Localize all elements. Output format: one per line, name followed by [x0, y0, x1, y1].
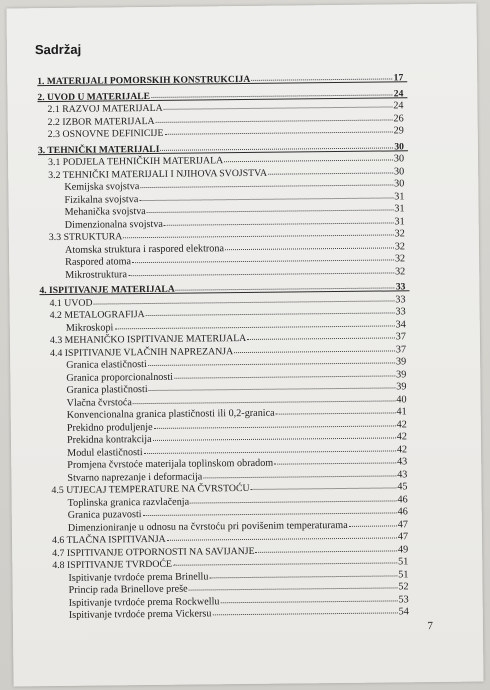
toc-entry-title: Atomska struktura i raspored elektrona	[64, 242, 225, 256]
toc-entry-page: 42	[396, 443, 408, 455]
toc-entry-page: 30	[394, 140, 404, 152]
toc-entry-title: 3.1 PODJELA TEHNIČKIH MATERIJALA	[48, 155, 224, 169]
toc-entry-page: 45	[397, 481, 408, 493]
toc-entry-title: 4.4 ISPITIVANJE VLAČNIH NAPREZANJA	[50, 345, 234, 359]
toc-entry-title: Dimenzionalna svojstva	[64, 218, 163, 231]
toc-entry-title: Modul elastičnosti	[67, 446, 143, 459]
dot-leader	[139, 188, 393, 201]
dot-leader	[152, 428, 395, 441]
toc-entry-title: Granica plastičnosti	[66, 384, 148, 396]
toc-entry-page: 32	[394, 265, 406, 277]
dot-leader	[123, 225, 393, 238]
dot-leader	[156, 110, 393, 122]
toc-entry-title: Ispitivanje tvrdoće prema Rockwellu	[68, 595, 220, 609]
toc-entry-page: 37	[395, 331, 406, 343]
toc-entry-title: 2.1 RAZVOJ MATERIJALA	[47, 102, 163, 116]
toc-entry-title: 3. TEHNIČKI MATERIJALI	[37, 143, 160, 156]
dot-leader	[220, 591, 397, 603]
dot-leader	[144, 441, 396, 454]
toc-entry-page: 33	[395, 281, 406, 293]
toc-entry-title: Toplinska granica razvlačenja	[67, 496, 190, 509]
dot-leader	[132, 250, 394, 263]
dot-leader	[224, 150, 393, 162]
toc-entry-title: 4.6 TLAČNA ISPITIVANJA	[51, 533, 166, 547]
toc-entry-page: 49	[397, 543, 409, 555]
toc-subsection	[69, 604, 409, 622]
dot-leader	[149, 378, 396, 391]
toc-entry-page: 39	[396, 381, 407, 393]
dot-leader	[151, 85, 393, 98]
dot-leader	[247, 328, 395, 340]
toc-entry-page: 34	[395, 318, 406, 330]
toc-entry-page: 29	[393, 125, 404, 137]
toc-entry-title: Prekidno produljenje	[66, 421, 153, 434]
toc-entry-title: Granica puzavosti	[67, 509, 142, 521]
dot-leader	[349, 516, 397, 527]
toc-entry-page: 24	[393, 87, 404, 99]
toc-entry-page: 41	[396, 406, 407, 418]
dot-leader	[250, 478, 396, 490]
toc-entry-page: 33	[395, 306, 406, 318]
dot-leader	[128, 263, 394, 276]
dot-leader	[153, 416, 395, 429]
toc-entry-title: Konvencionalna granica plastičnosti ili 0,2-granica	[66, 407, 275, 421]
dot-leader	[255, 541, 397, 552]
dot-leader	[146, 303, 395, 316]
toc-entry-page: 31	[394, 203, 405, 215]
toc-entry-title: 4.5 UTJECAJ TEMPERATURE NA ČVRSTOĆU	[51, 482, 250, 497]
dot-leader	[164, 213, 394, 225]
toc-entry-page: 31	[394, 190, 405, 202]
toc-entry-page: 30	[393, 153, 405, 165]
toc-entry-page: 39	[395, 356, 407, 368]
dot-leader	[173, 553, 397, 565]
toc-entry-page: 43	[396, 456, 408, 468]
toc-entry-title: 4.7 ISPITIVANJE OTPORNOSTI NA SAVIJANJE	[52, 545, 255, 559]
toc-entry-title: Promjena čvrstoće materijala toplinskom obradom	[67, 457, 274, 471]
dot-leader	[251, 69, 392, 80]
toc-entry-title: 2. UVOD U MATERIJALE	[37, 90, 151, 103]
toc-entry-page: 40	[396, 393, 407, 405]
toc-entry-title: Mehanička svojstva	[64, 206, 146, 218]
toc-entry-page: 51	[398, 556, 409, 568]
table-of-contents	[6, 4, 483, 687]
dot-leader	[234, 341, 395, 353]
dot-leader	[143, 503, 397, 516]
toc-entry-title: Mikroskopi	[65, 321, 114, 334]
toc-entry-title: 2.2 IZBOR MATERIJALA	[47, 115, 155, 128]
toc-entry-page: 42	[396, 431, 408, 443]
toc-entry-title: 4.3 MEHANIČKO ISPITIVANJE MATERIJALA	[49, 332, 247, 347]
toc-entry-title: 4.8 ISPITIVANJE TVRDOĆE	[52, 558, 173, 572]
book-page	[6, 4, 483, 687]
dot-leader	[225, 238, 394, 250]
toc-entry-page: 32	[394, 228, 405, 240]
dot-leader	[268, 163, 393, 174]
toc-entry-page: 26	[393, 112, 404, 124]
dot-leader	[133, 391, 396, 404]
toc-entry-page: 54	[398, 606, 409, 618]
toc-entry-page: 33	[395, 293, 406, 305]
toc-entry-title: Dimenzioniranje u odnosu na čvrstoću pri povišenim temperaturama	[67, 519, 348, 534]
toc-entry-title: Granica proporcionalnosti	[66, 371, 174, 384]
toc-entry-title: 1. MATERIJALI POMORSKIH KONSTRUKCIJA	[37, 73, 251, 88]
toc-entry-page: 43	[397, 468, 408, 480]
dot-leader	[148, 353, 395, 366]
toc-entry-title: Prekidna kontrakcija	[66, 433, 152, 446]
dot-leader	[212, 603, 397, 615]
toc-entry-title: Ispitivanje tvrdoće prema Vickersu	[68, 608, 212, 621]
toc-entry-page: 17	[393, 72, 404, 84]
toc-entry-title: Princip rada Brinellove preše	[68, 583, 188, 596]
toc-entry-page: 31	[394, 215, 405, 227]
dot-leader	[190, 491, 396, 503]
dot-leader	[209, 566, 397, 578]
dot-leader	[160, 138, 393, 150]
toc-entry-title: 3.3 STRUKTURA	[48, 231, 123, 244]
toc-entry-page: 30	[394, 178, 405, 190]
toc-entry-page: 47	[397, 518, 408, 530]
dot-leader	[174, 366, 395, 378]
toc-entry-title: Kemijska svojstva	[64, 181, 140, 193]
toc-entry-title: 4. ISPITIVANJE MATERIJALA	[39, 283, 175, 297]
dot-leader	[203, 466, 396, 478]
toc-entry-page: 24	[393, 100, 404, 112]
page-number: 7	[427, 620, 434, 633]
toc-entry-page: 53	[398, 593, 409, 605]
toc-entry-title: 3.2 TEHNIČKI MATERIJALI I NJIHOVA SVOJSTVA	[48, 167, 268, 181]
page-title: Sadržaj	[34, 41, 82, 58]
toc-entry-page: 30	[393, 165, 405, 177]
dot-leader	[114, 316, 394, 329]
toc-entry-title: Vlačna čvrstoća	[66, 396, 132, 409]
dot-leader	[189, 578, 398, 590]
toc-entry-page: 46	[397, 506, 408, 518]
dot-leader	[164, 97, 393, 109]
dot-leader	[176, 278, 395, 290]
toc-entry-title: Raspored atoma	[65, 256, 132, 268]
toc-entry-page: 51	[398, 568, 409, 580]
toc-entry-title: Stvarno naprezanje i deformacija	[67, 470, 203, 484]
toc-entry-page: 46	[397, 493, 408, 505]
toc-entry-title: 2.3 OSNOVNE DEFINICIJE	[47, 127, 164, 141]
toc-entry-page: 32	[394, 253, 406, 265]
toc-entry-page: 39	[396, 368, 407, 380]
dot-leader	[167, 528, 397, 540]
toc-entry-page: 32	[394, 240, 406, 252]
toc-entry-page: 52	[398, 581, 409, 593]
dot-leader	[276, 403, 396, 414]
dot-leader	[274, 453, 396, 464]
toc-entry-title: Ispitivanje tvrdoće prema Brinellu	[68, 570, 209, 584]
toc-entry-title: 4.2 METALOGRAFIJA	[49, 309, 145, 322]
toc-entry-title: Fizikalna svojstva	[64, 193, 139, 206]
dot-leader	[164, 122, 392, 134]
dot-leader	[147, 200, 394, 213]
dot-leader	[93, 291, 394, 304]
toc-entry-title: 4.1 UVOD	[49, 297, 93, 309]
toc-entry-title: Mikrostruktura	[65, 268, 127, 281]
toc-entry-title: Granica elastičnosti	[66, 359, 147, 371]
toc-entry-page: 37	[395, 343, 407, 355]
dot-leader	[140, 175, 393, 188]
toc-entry-page: 42	[396, 418, 407, 430]
toc-entry-page: 47	[397, 531, 409, 543]
